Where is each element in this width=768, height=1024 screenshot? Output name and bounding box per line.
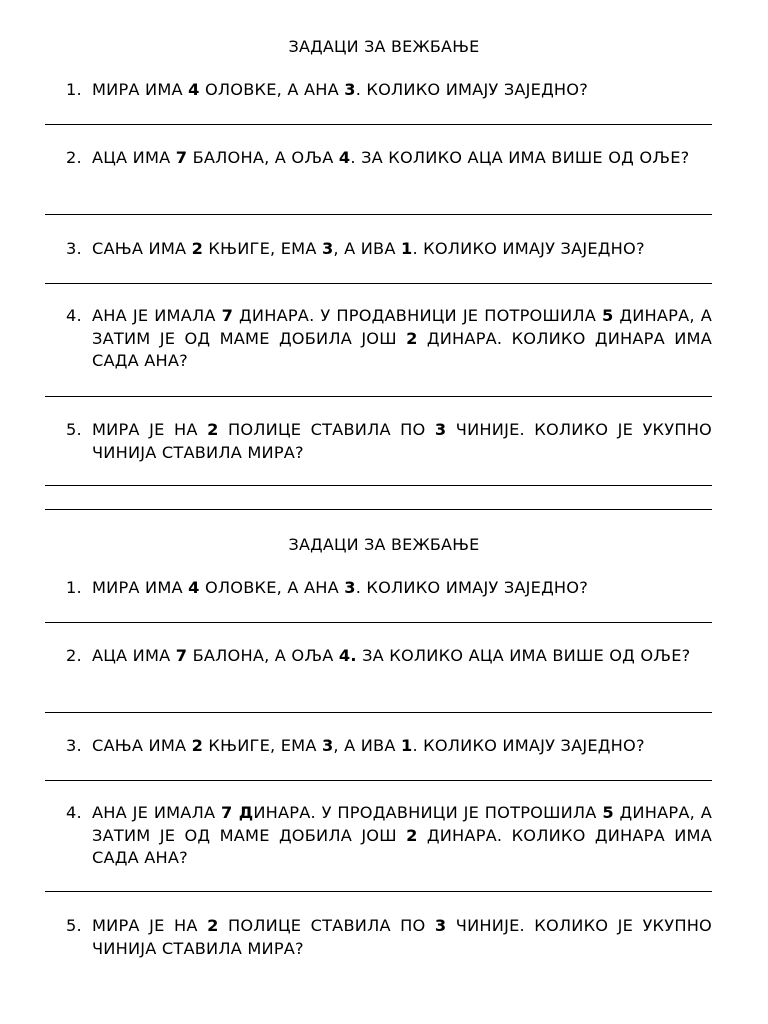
task-number: 3. xyxy=(66,239,82,258)
task-2 xyxy=(66,147,712,170)
answer-line xyxy=(45,283,712,284)
worksheet-title: ЗАДАЦИ ЗА ВЕЖБАЊЕ xyxy=(288,37,480,56)
task-text: АЦА ИМА 7 БАЛОНА, А ОЉА 4. ЗА КОЛИКО АЦА ИМА ВИШЕ ОД ОЉЕ? xyxy=(92,148,690,167)
task-2 xyxy=(66,645,712,668)
task-text: МИРА ИМА 4 ОЛОВКЕ, А АНА 3. КОЛИКО ИМАЈУ ЗАЈЕДНО? xyxy=(92,80,589,99)
task-text: САЊА ИМА 2 КЊИГЕ, ЕМА 3, А ИВА 1. КОЛИКО ИМАЈУ ЗАЈЕДНО? xyxy=(92,239,645,258)
task-text: САЊА ИМА 2 КЊИГЕ, ЕМА 3, А ИВА 1. КОЛИКО ИМАЈУ ЗАЈЕДНО? xyxy=(92,736,645,755)
answer-line xyxy=(45,891,712,892)
answer-line xyxy=(45,485,712,486)
task-number: 2. xyxy=(66,148,82,167)
task-number: 5. xyxy=(66,420,82,439)
task-text: АНА ЈЕ ИМАЛА 7 ДИНАРА. У ПРОДАВНИЦИ ЈЕ ПОТРОШИЛА 5 ДИНАРА, А ЗАТИМ ЈЕ ОД МАМЕ ДОБИЛА ЈОШ 2 ДИНАРА. КОЛИКО ДИНАРА ИМА САДА АНА? xyxy=(92,306,712,370)
answer-line xyxy=(45,214,712,215)
task-number: 3. xyxy=(66,736,82,755)
cut-line xyxy=(45,509,712,510)
task-4 xyxy=(66,305,712,373)
task-number: 1. xyxy=(66,578,82,597)
task-text: АНА ЈЕ ИМАЛА 7 ДИНАРА. У ПРОДАВНИЦИ ЈЕ ПОТРОШИЛА 5 ДИНАРА, А ЗАТИМ ЈЕ ОД МАМЕ ДОБИЛА ЈОШ 2 ДИНАРА. КОЛИКО ДИНАРА ИМА САДА АНА? xyxy=(92,803,712,867)
task-1 xyxy=(66,577,712,600)
task-text: МИРА ЈЕ НА 2 ПОЛИЦЕ СТАВИЛА ПО 3 ЧИНИЈЕ. КОЛИКО ЈЕ УКУПНО ЧИНИЈА СТАВИЛА МИРА? xyxy=(92,420,713,462)
task-5 xyxy=(66,915,712,960)
task-text: МИРА ИМА 4 ОЛОВКЕ, А АНА 3. КОЛИКО ИМАЈУ ЗАЈЕДНО? xyxy=(92,578,589,597)
answer-line xyxy=(45,780,712,781)
worksheet-title: ЗАДАЦИ ЗА ВЕЖБАЊЕ xyxy=(288,535,480,554)
task-4 xyxy=(66,802,712,870)
answer-line xyxy=(45,622,712,623)
task-text: АЦА ИМА 7 БАЛОНА, А ОЉА 4. ЗА КОЛИКО АЦА ИМА ВИШЕ ОД ОЉЕ? xyxy=(92,646,691,665)
task-3 xyxy=(66,735,712,758)
task-number: 2. xyxy=(66,646,82,665)
task-1 xyxy=(66,79,712,102)
task-3 xyxy=(66,238,712,261)
task-number: 1. xyxy=(66,80,82,99)
task-number: 5. xyxy=(66,916,82,935)
answer-line xyxy=(45,712,712,713)
task-5 xyxy=(66,419,712,464)
task-number: 4. xyxy=(66,306,82,325)
task-number: 4. xyxy=(66,803,82,822)
answer-line xyxy=(45,124,712,125)
answer-line xyxy=(45,396,712,397)
task-text: МИРА ЈЕ НА 2 ПОЛИЦЕ СТАВИЛА ПО 3 ЧИНИЈЕ. КОЛИКО ЈЕ УКУПНО ЧИНИЈА СТАВИЛА МИРА? xyxy=(92,916,713,958)
